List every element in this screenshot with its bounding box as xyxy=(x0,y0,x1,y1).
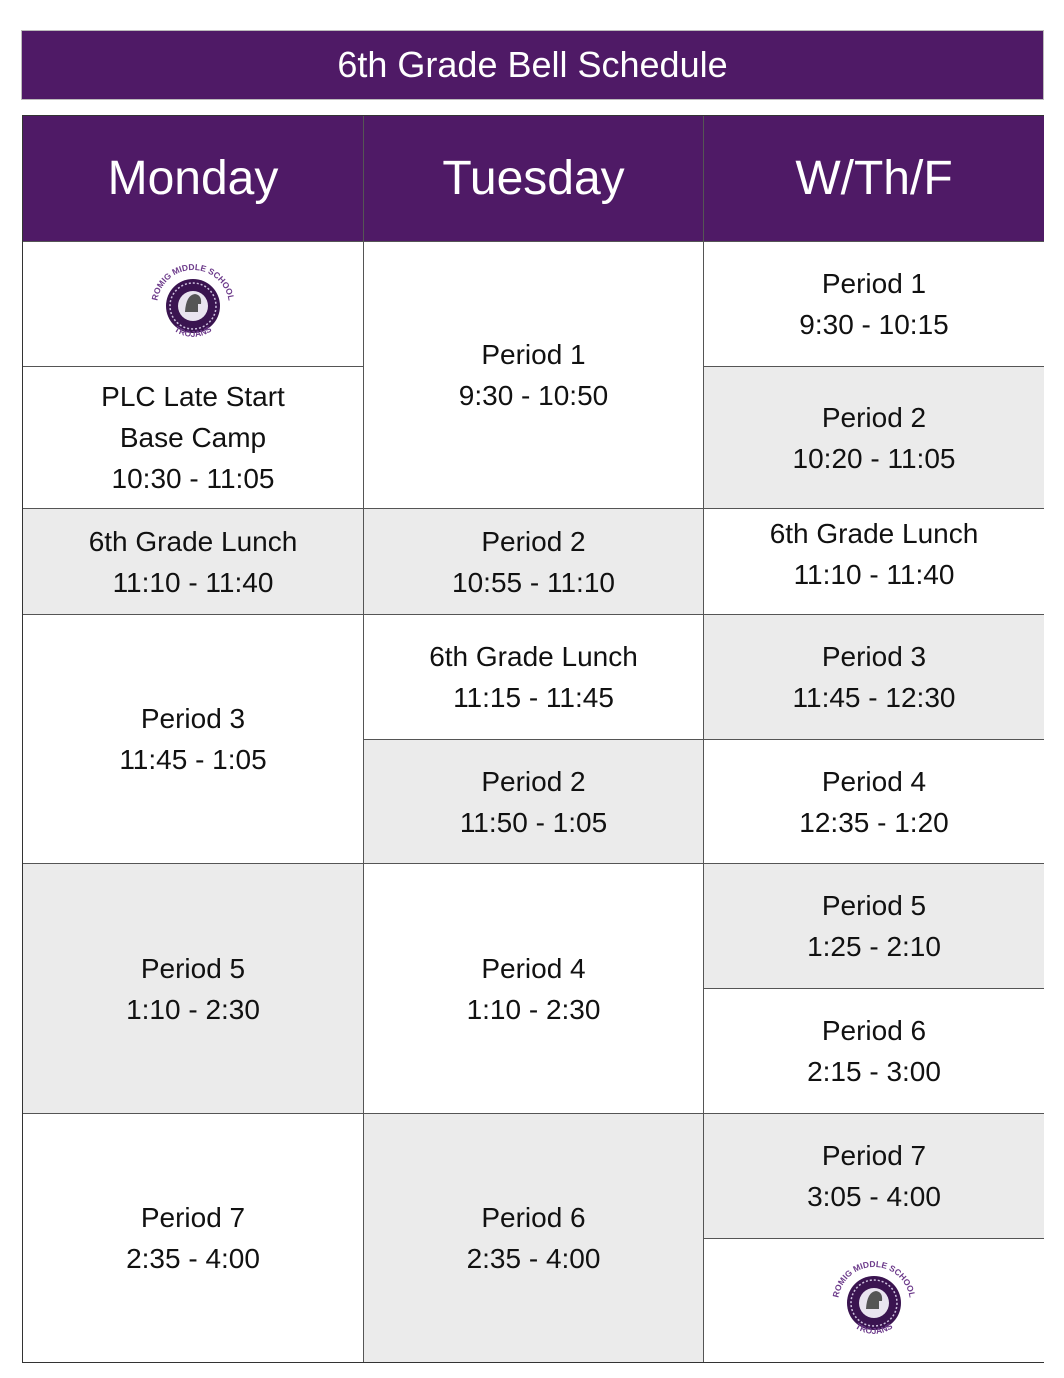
logo-team: TROJANS xyxy=(172,323,214,339)
tuesday-lunch: 6th Grade Lunch 11:15 - 11:45 xyxy=(364,615,704,740)
page-title: 6th Grade Bell Schedule xyxy=(21,30,1044,100)
wthf-period-3: Period 3 11:45 - 12:30 xyxy=(704,615,1044,740)
wthf-period-1: Period 1 9:30 - 10:15 xyxy=(704,242,1044,367)
header-tuesday: Tuesday xyxy=(364,116,704,242)
header-wthf: W/Th/F xyxy=(704,116,1044,242)
school-logo-cell xyxy=(23,242,364,367)
tuesday-period-6: Period 6 2:35 - 4:00 xyxy=(364,1114,704,1362)
monday-plc-late-start: PLC Late Start Base Camp 10:30 - 11:05 xyxy=(23,367,364,509)
monday-period-3: Period 3 11:45 - 1:05 xyxy=(23,615,364,864)
tuesday-period-2b: Period 2 11:50 - 1:05 xyxy=(364,740,704,864)
wthf-period-6: Period 6 2:15 - 3:00 xyxy=(704,989,1044,1114)
monday-lunch: 6th Grade Lunch 11:10 - 11:40 xyxy=(23,509,364,615)
tuesday-period-1: Period 1 9:30 - 10:50 xyxy=(364,242,704,509)
header-monday: Monday xyxy=(23,116,364,242)
wthf-period-2: Period 2 10:20 - 11:05 xyxy=(704,367,1044,509)
wthf-period-5: Period 5 1:25 - 2:10 xyxy=(704,864,1044,989)
school-logo xyxy=(143,254,243,354)
wthf-period-4: Period 4 12:35 - 1:20 xyxy=(704,740,1044,864)
svg-text:ROMIG MIDDLE SCHOOL: ROMIG MIDDLE SCHOOL xyxy=(830,1258,918,1298)
wthf-lunch: 6th Grade Lunch 11:10 - 11:40 xyxy=(704,509,1044,615)
school-logo-cell-bottom xyxy=(704,1239,1044,1362)
monday-period-7: Period 7 2:35 - 4:00 xyxy=(23,1114,364,1362)
school-logo-bottom xyxy=(824,1251,924,1351)
svg-text:TROJANS: TROJANS xyxy=(853,1320,895,1336)
tuesday-period-4: Period 4 1:10 - 2:30 xyxy=(364,864,704,1114)
monday-period-5: Period 5 1:10 - 2:30 xyxy=(23,864,364,1114)
logo-school-name: ROMIG MIDDLE SCHOOL xyxy=(149,261,237,302)
tuesday-period-2a: Period 2 10:55 - 11:10 xyxy=(364,509,704,615)
bell-schedule-table xyxy=(22,115,1044,1363)
wthf-period-7: Period 7 3:05 - 4:00 xyxy=(704,1114,1044,1239)
